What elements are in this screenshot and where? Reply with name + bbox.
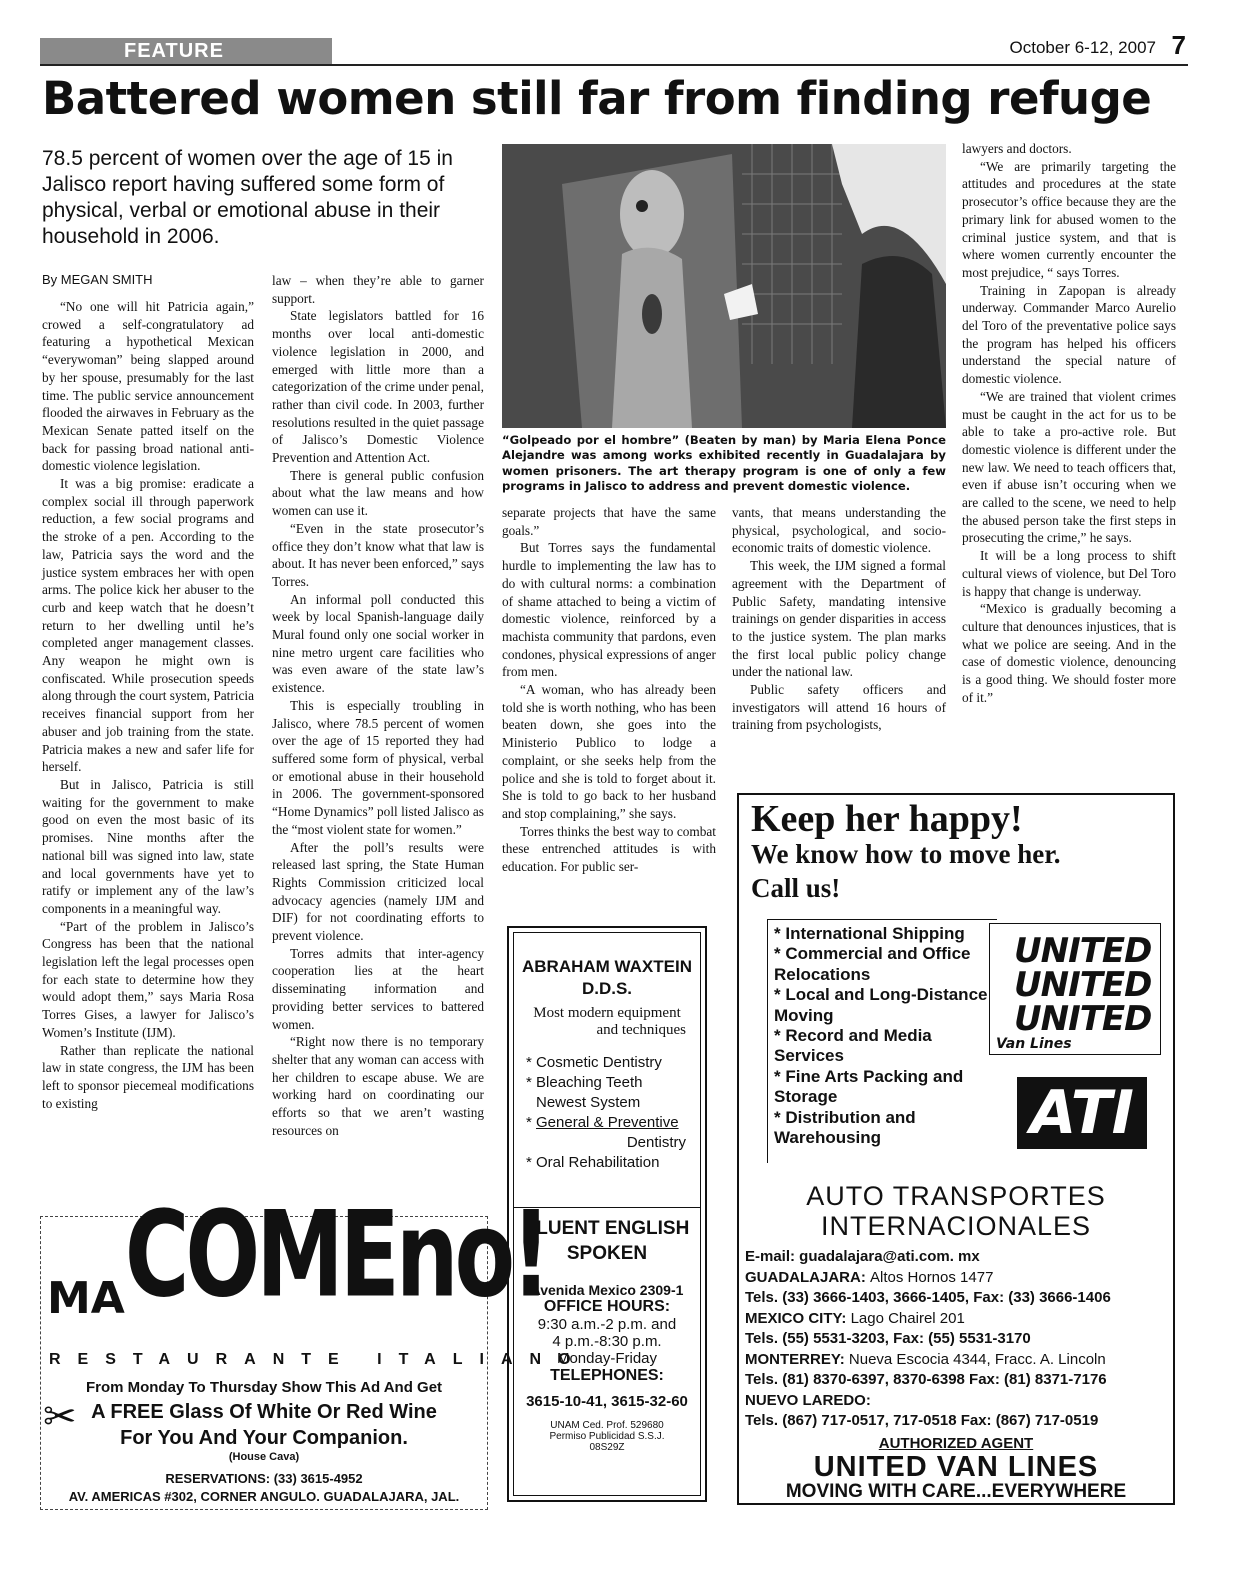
paragraph: But in Jalisco, Patricia is still waiting for the government to make good on even the most basic of its promises. Nine months after the national bill was signed into law, state and local governments have yet to ratify or implement any of the law’s components in a meaningful way.	[42, 776, 254, 916]
ad-tagline-1: Keep her happy!	[751, 798, 1023, 840]
ad-tagline-2: We know how to move her.	[751, 839, 1061, 869]
headline: Battered women still far from finding refuge	[42, 72, 1152, 125]
fluent-english: FLUENT ENGLISH SPOKEN	[524, 1218, 690, 1264]
paragraph: “We are primarily targeting the attitudes and procedures at the state prosecutor’s office because they are the primary link for abused women to the criminal justice system, and that is where women currently encounter the most prejudice, “ says Torres.	[962, 158, 1176, 280]
authorized-agent: AUTHORIZED AGENT	[878, 1435, 1034, 1452]
office-mexico-city: MEXICO CITY: Lago Chairel 201	[745, 1309, 965, 1327]
service-item: * Oral Rehabilitation	[526, 1154, 660, 1171]
house-cava: (House Cava)	[228, 1451, 300, 1463]
service-item: Dentistry	[626, 1134, 686, 1151]
telephones-title: TELEPHONES:	[550, 1367, 664, 1384]
article-column-3	[502, 504, 716, 876]
moving-service-item: * Commercial and Office Relocations	[774, 944, 971, 984]
moving-service-item: * Distribution and Warehousing	[774, 1107, 916, 1148]
phone-numbers: 3615-10-41, 3615-32-60	[526, 1393, 688, 1410]
byline: By MEGAN SMITH	[42, 272, 153, 287]
restaurant-ad	[40, 1184, 588, 1510]
ad-tagline-3: Call us!	[751, 873, 841, 903]
paragraph: But Torres says the fundamental hurdle to implementing the law has to do with cultural norms: a combination of shame attached to being a victim of domestic violence, reinforced by a machista community that pardons, even condones, physical expressions of anger from men.	[502, 540, 716, 680]
paragraph: This is especially troubling in Jalisco, where 78.5 percent of women over the age of 15 reported they had suffered some form of physical, verbal or emotional abuse in their household in 2006. The government-sponsored “Home Dynamics” poll listed Jalisco as the “most violent state for women.”	[272, 697, 484, 837]
paragraph: Training in Zapopan is already underway. Commander Marco Aurelio del Toro of the preventative police says the program has helped his officers understand the special nature of domestic violence.	[962, 282, 1176, 387]
service-item: * General & Preventive	[526, 1114, 679, 1131]
deck: 78.5 percent of women over the age of 15 in Jalisco report having suffered some form of physical, verbal or emotional abuse in their household in 2006.	[42, 147, 453, 248]
moving-company-ad	[737, 793, 1175, 1505]
service-item: * Bleaching Teeth	[526, 1074, 643, 1091]
paragraph: vants, that means understanding the physical, psychological, and socio-economic traits of domestic violence.	[732, 505, 946, 556]
dentist-title: D.D.S.	[581, 979, 633, 998]
brand-slogan: MOVING WITH CARE...EVERYWHERE	[785, 1481, 1127, 1502]
ati-logo: ATI	[1017, 1077, 1147, 1149]
phones-mexico-city: Tels. (55) 5531-3203, Fax: (55) 5531-3170	[745, 1330, 1031, 1347]
united-logo-word: UNITED	[1014, 999, 1152, 1039]
office-guadalajara: GUADALAJARA: Altos Hornos 1477	[745, 1268, 994, 1286]
logo-prefix: MA	[47, 1273, 125, 1324]
services-list	[514, 1053, 700, 1173]
section-tag	[40, 38, 332, 64]
paragraph: It was a big promise: eradicate a complex social ill through paperwork reduction, a few social programs and the stroke of a pen. According to the law, Patricia says the word and the justice system embraces her with open arms. The police kick her abuser to the curb and keep watch that he doesn’t return to her dwelling until he’s completed anger management classes. Any weapon he might own is confiscated. While prosecution speeds along through the court system, Patricia receives financial support from her abuser and job training from the state. Patricia makes a new and safer life for herself.	[42, 476, 254, 775]
united-logo-word: UNITED	[1014, 965, 1152, 1005]
paragraph: “Even in the state prosecutor’s office they don’t know what that law is about. It has never been enforced,” says Torres.	[272, 520, 484, 589]
moving-services-list	[767, 919, 997, 1163]
page-number: 7	[1171, 30, 1186, 60]
artwork-photo	[502, 144, 946, 428]
issue-date: October 6-12, 2007	[1009, 38, 1156, 57]
office-monterrey: MONTERREY: Nueva Escocia 4344, Fracc. A. Lincoln	[745, 1350, 1106, 1368]
paragraph: “A woman, who has already been told she is worth nothing, who has been beaten down, she goes into the Ministerio Publico to lodge a complaint, or she seeks help from the police and she is told to forget about it. She is told to go back to her husband and stop complaining,” she says.	[502, 682, 716, 821]
united-van-lines-logo	[989, 923, 1161, 1055]
cedula: UNAM Ced. Prof. 529680	[550, 1420, 664, 1431]
reservations: RESERVATIONS: (33) 3615-4952	[165, 1471, 363, 1486]
scissors-icon: ✂	[43, 1394, 77, 1439]
paragraph: This week, the IJM signed a formal agreement with the Department of Public Safety, mandating intensive trainings on gender disparities in access to the justice system. The plan marks the first local public policy change under the national law.	[732, 558, 946, 680]
moving-service-item: * Local and Long-Distance Moving	[774, 985, 988, 1025]
hours-line-2: 4 p.m.-8:30 p.m.	[552, 1333, 662, 1350]
paragraph: “Part of the problem in Jalisco’s Congress has been that the national legislation left the legal processes open for each state to determine how they would adopt them,” says Maria Rosa Torres Gises, a lawyer for Jalisco’s Women’s Institute (IJM).	[42, 918, 254, 1040]
office-address: Avenida Mexico 2309-1	[530, 1282, 684, 1298]
article-column-2	[272, 272, 484, 1139]
paragraph: It will be a long process to shift cultural views of violence, but Del Toro is happy that change is underway.	[962, 548, 1176, 599]
moving-service-item: * Fine Arts Packing and Storage	[774, 1066, 964, 1107]
company-name-1: AUTO TRANSPORTES	[806, 1181, 1106, 1211]
article-column-4	[732, 504, 946, 734]
paragraph: Torres admits that inter-agency cooperation lies at the heart disseminating information and providing better services to battered women.	[272, 945, 484, 1032]
photo-caption: “Golpeado por el hombre” (Beaten by man) by Maria Elena Ponce Alejandre was among works exhibited recently in Guadalajara by women prisoners. The art therapy program is one of only a few programs in Jalisco to address and prevent domestic violence.	[502, 433, 946, 494]
section-label: FEATURE	[124, 40, 224, 62]
service-item: Newest System	[536, 1094, 641, 1111]
moving-service-item: * Record and Media Services	[774, 1026, 932, 1066]
office-days: Monday-Friday	[556, 1350, 658, 1367]
paragraph: An informal poll conducted this week by local Spanish-language daily Mural found only one social worker in nine metro urgent care facilities who was even aware of the state law’s existence.	[272, 591, 484, 696]
permiso-code: 08S29Z	[589, 1442, 625, 1453]
paragraph: Public safety officers and investigators will attend 16 hours of training from psychologists,	[732, 682, 946, 733]
paragraph: State legislators battled for 16 months over local anti-domestic violence legislation in 2000, and emerged with little more than a categorization of the crime under penal, rather than civil code. In 2003, further resolutions resulted in the quiet passage of Jalisco’s Domestic Violence Prevention and Attention Act.	[272, 308, 484, 466]
paragraph: law – when they’re able to garner support.	[272, 273, 484, 306]
restaurant-address: AV. AMERICAS #302, CORNER ANGULO. GUADALAJARA, JAL.	[68, 1489, 460, 1504]
office-nuevo-laredo: NUEVO LAREDO:	[745, 1391, 871, 1409]
permiso: Permiso Publicidad S.S.J.	[549, 1431, 665, 1442]
logo-main: COMEno!	[124, 1184, 548, 1324]
article-column-5	[962, 140, 1176, 707]
phones-guadalajara: Tels. (33) 3666-1403, 3666-1405, Fax: (33) 3666-1406	[745, 1289, 1111, 1306]
restaurant-logo	[47, 1184, 548, 1349]
paragraph: Torres thinks the best way to combat these entrenched attitudes is with education. For public ser-	[502, 823, 716, 875]
equipment-line: Most modern equipment	[533, 1005, 681, 1021]
article-column-1	[42, 298, 254, 1112]
paragraph: “Mexico is gradually becoming a culture that denounces injustices, that is what we police are seeing. And in the case of domestic violence, denouncing is a good thing. We should foster more of it.”	[962, 601, 1176, 705]
artwork-illustration	[502, 144, 946, 428]
paragraph: “We are trained that violent crimes must be caught in the act for us to be able to take a pro-active role. But domestic violence is different under the new law. We need to teach officers that, even if abuse isn’t occuring when we are called to the scene, we need to help the abused person take the first steps in prosecuting the crime,” he says.	[962, 388, 1176, 546]
hours-line-1: 9:30 a.m.-2 p.m. and	[537, 1316, 677, 1333]
equipment-line-2: and techniques	[596, 1022, 686, 1038]
contact-block	[745, 1247, 1111, 1432]
email: E-mail: guadalajara@ati.com. mx	[745, 1248, 980, 1265]
restaurant-subtitle: RESTAURANTE ITALIANO	[49, 1351, 588, 1368]
moving-service-item: * International Shipping	[774, 924, 965, 943]
paragraph: “Right now there is no temporary shelter that any woman can access with her children to escape abuse. We are working hard on coordinating our efforts so that we aren’t wasting resources on	[272, 1034, 484, 1138]
offer-line-2: A FREE Glass Of White Or Red Wine	[91, 1401, 437, 1423]
offer-line-1: From Monday To Thursday Show This Ad And Get	[85, 1379, 443, 1396]
offer-line-3: For You And Your Companion.	[120, 1427, 408, 1449]
paragraph: After the poll’s results were released last spring, the State Human Rights Commission criticized local advocacy agencies (namely IJM and DIF) for not coordinating efforts to prevent violence.	[272, 839, 484, 944]
service-item: * Cosmetic Dentistry	[526, 1054, 662, 1071]
hours-title: OFFICE HOURS:	[543, 1298, 671, 1315]
phones-monterrey: Tels. (81) 8370-6397, 8370-6398 Fax: (81) 8371-7176	[745, 1371, 1107, 1388]
masthead-rule	[40, 64, 1188, 66]
company-name-2: INTERNACIONALES	[820, 1211, 1092, 1241]
paragraph: “No one will hit Patricia again,” crowed a self-congratulatory ad featuring a hypothetical Mexican “everywoman” being slapped around by her spouse, presumably for the last time. The public service announcement flooded the airwaves in February as the Mexican Senate patted itself on the back for passing broad national anti-domestic violence legislation.	[42, 299, 254, 474]
paragraph: There is general public confusion about what the law means and how women can use it.	[272, 467, 484, 519]
phones-nuevo-laredo: Tels. (867) 717-0517, 717-0518 Fax: (867) 717-0519	[745, 1412, 1099, 1429]
united-logo-sub: Van Lines	[996, 1036, 1072, 1052]
paragraph: lawyers and doctors.	[962, 141, 1072, 156]
united-logo-word: UNITED	[1014, 931, 1152, 971]
brand-name: UNITED VAN LINES	[813, 1451, 1099, 1483]
paragraph: separate projects that have the same goals.”	[502, 505, 716, 538]
dentist-name: ABRAHAM WAXTEIN	[522, 957, 692, 976]
paragraph: Rather than replicate the national law in state congress, the IJM has been left to sponsor piecemeal modifications to existing	[42, 1042, 254, 1111]
